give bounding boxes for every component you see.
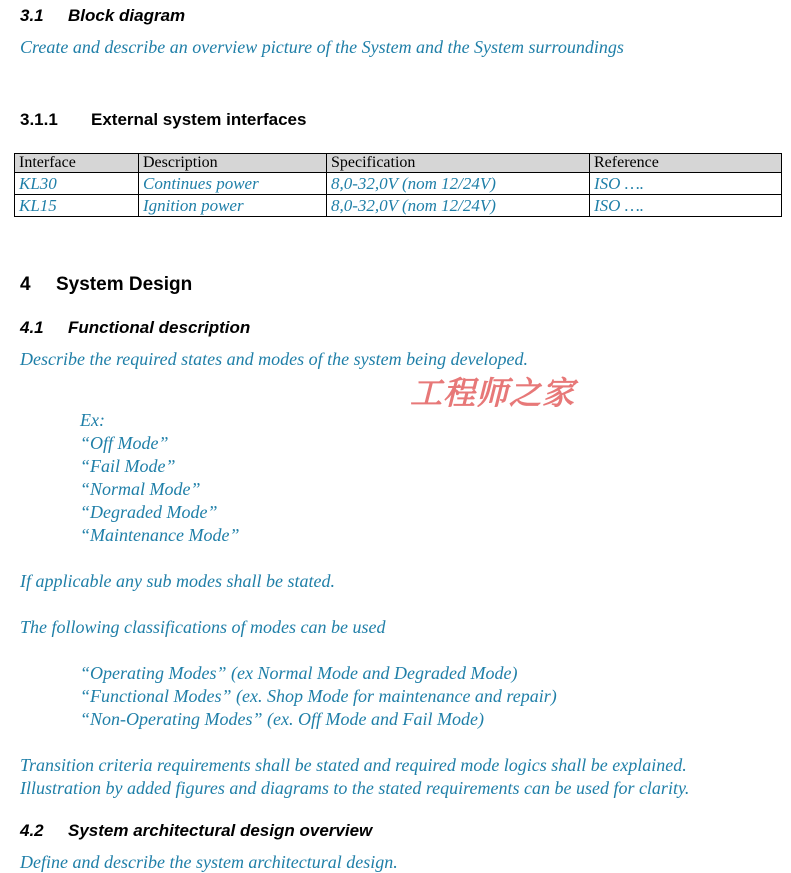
- example-label: Ex:: [80, 410, 105, 430]
- classification-item: “Operating Modes” (ex Normal Mode and Degraded Mode): [80, 663, 518, 683]
- table-cell: ISO ….: [590, 173, 782, 195]
- table-header-cell: Specification: [327, 154, 590, 173]
- table-cell: Ignition power: [139, 195, 327, 217]
- heading-number: 3.1: [20, 6, 44, 25]
- transition-text: Transition criteria requirements shall be stated and required mode logics shall be explained.: [20, 755, 687, 775]
- heading-4-2: [20, 821, 372, 841]
- table-cell: 8,0-32,0V (nom 12/24V): [327, 173, 590, 195]
- illustration-text: Illustration by added figures and diagrams to the stated requirements can be used for clarity.: [20, 778, 690, 798]
- block-diagram-text: Create and describe an overview picture of the System and the System surroundings: [20, 37, 624, 57]
- heading-3-1: [20, 6, 185, 26]
- heading-number: 4: [20, 274, 31, 295]
- table-header-row: [15, 154, 782, 173]
- mode-item: “Off Mode”: [80, 433, 169, 453]
- heading-title: External system interfaces: [91, 110, 307, 129]
- classifications-intro: The following classifications of modes can be used: [20, 617, 386, 637]
- heading-number: 4.2: [20, 821, 44, 840]
- table-row: [15, 195, 782, 217]
- heading-title: Block diagram: [68, 6, 186, 25]
- mode-item: “Normal Mode”: [80, 479, 201, 499]
- table-row: [15, 173, 782, 195]
- watermark: 工程师之家: [410, 374, 576, 412]
- sub-modes-text: If applicable any sub modes shall be stated.: [20, 571, 335, 591]
- mode-item: “Maintenance Mode”: [80, 525, 240, 545]
- heading-3-1-1: [20, 110, 306, 130]
- table-cell: 8,0-32,0V (nom 12/24V): [327, 195, 590, 217]
- classification-item: “Functional Modes” (ex. Shop Mode for maintenance and repair): [80, 686, 557, 706]
- heading-title: System architectural design overview: [68, 821, 373, 840]
- functional-intro: Describe the required states and modes of the system being developed.: [20, 349, 529, 369]
- table-header-cell: Reference: [590, 154, 782, 173]
- heading-title: Functional description: [68, 318, 251, 337]
- table-cell: Continues power: [139, 173, 327, 195]
- heading-4: [20, 274, 192, 296]
- classification-item: “Non-Operating Modes” (ex. Off Mode and Fail Mode): [80, 709, 484, 729]
- table-cell: KL15: [15, 195, 139, 217]
- heading-4-1: [20, 318, 250, 338]
- table-cell: KL30: [15, 173, 139, 195]
- interfaces-table: [14, 153, 782, 217]
- heading-number: 3.1.1: [20, 110, 58, 129]
- heading-title: System Design: [56, 274, 193, 295]
- table-header-cell: Description: [139, 154, 327, 173]
- architecture-text: Define and describe the system architectural design.: [20, 852, 398, 872]
- heading-number: 4.1: [20, 318, 44, 337]
- table-cell: ISO ….: [590, 195, 782, 217]
- table-header-cell: Interface: [15, 154, 139, 173]
- mode-item: “Degraded Mode”: [80, 502, 218, 522]
- mode-item: “Fail Mode”: [80, 456, 176, 476]
